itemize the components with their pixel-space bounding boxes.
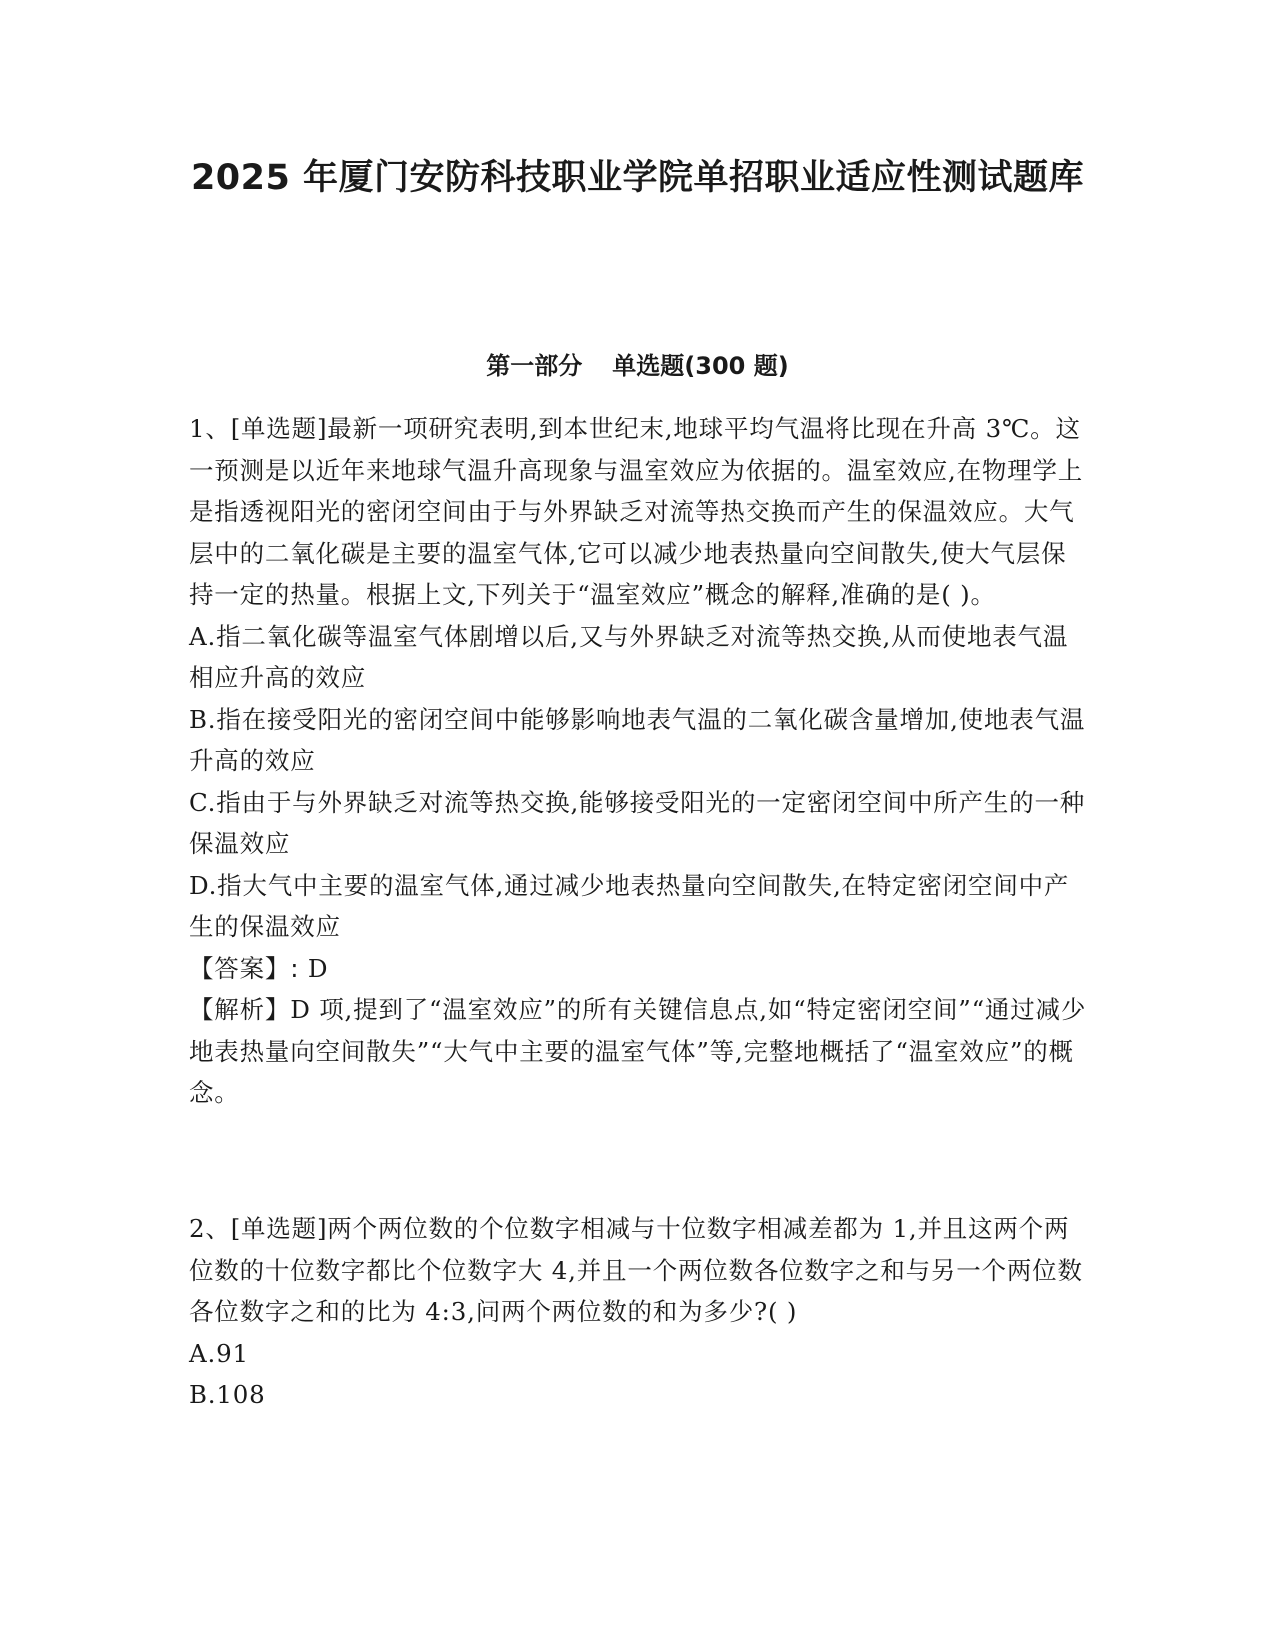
option-b: B.指在接受阳光的密闭空间中能够影响地表气温的二氧化碳含量增加,使地表气温升高的效应 [189, 704, 1086, 775]
answer-value: D [307, 953, 329, 983]
option-a: A.指二氧化碳等温室气体剧增以后,又与外界缺乏对流等热交换,从而使地表气温相应升高的效应 [189, 621, 1069, 692]
section-part-label: 第一部分 [486, 352, 583, 380]
analysis-text: D 项,提到了“温室效应”的所有关键信息点,如“特定密闭空间”“通过减少地表热量向空间散失”“大气中主要的温室气体”等,完整地概括了“温室效应”的概念。 [189, 995, 1087, 1107]
option-d: D.指大气中主要的温室气体,通过减少地表热量向空间散失,在特定密闭空间中产生的保温效应 [189, 870, 1070, 941]
question-stem: 1、[单选题]最新一项研究表明,到本世纪末,地球平均气温将比现在升高 3℃。这一预测是以近年来地球气温升高现象与温室效应为依据的。温室效应,在物理学上是指透视阳光的密闭空间由于与外界缺乏对流等热交换而产生的保温效应。大气层中的二氧化碳是主要的温室气体,它可以减少地表热量向空间散失,使大气层保持一定的热量。根据上文,下列关于“温室效应”概念的解释,准确的是( )。 [189, 414, 1084, 609]
section-heading [180, 349, 1095, 383]
answer-label: 【答案】 [189, 953, 291, 983]
section-type-label: 单选题(300 题) [612, 352, 789, 380]
question-stem: 2、[单选题]两个两位数的个位数字相减与十位数字相减差都为 1,并且这两个两位数的十位数字都比个位数字大 4,并且一个两位数各位数字之和与另一个两位数各位数字之和的比为 4:3,问两个两位数的和为多少?( ) [189, 1214, 1083, 1326]
answer-line [189, 948, 1087, 990]
option-c: C.指由于与外界缺乏对流等热交换,能够接受阳光的一定密闭空间中所产生的一种保温效应 [189, 787, 1086, 858]
document-title: 2025 年厦门安防科技职业学院单招职业适应性测试题库 [190, 158, 1085, 198]
question-1 [189, 408, 1087, 1114]
option-b: B.108 [189, 1380, 266, 1409]
answer-separator: : [290, 953, 300, 983]
option-a: A.91 [189, 1338, 249, 1368]
question-2 [189, 1208, 1087, 1416]
analysis-line [189, 989, 1087, 1114]
analysis-label: 【解析】 [189, 995, 291, 1024]
